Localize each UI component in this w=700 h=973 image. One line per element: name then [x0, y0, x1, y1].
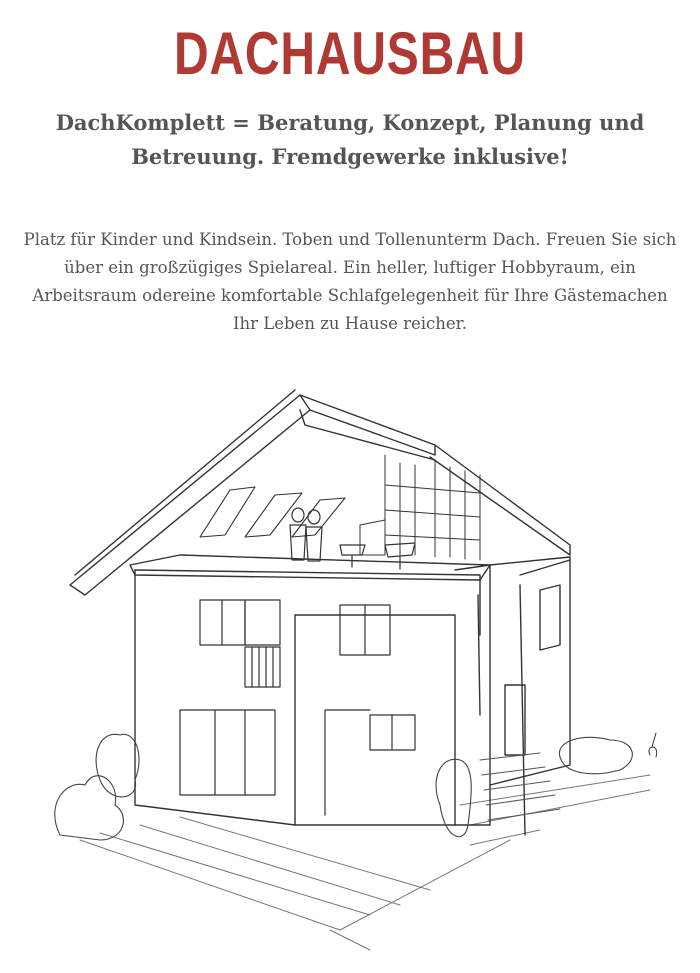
windows: [180, 600, 415, 815]
page-title: DACHAUSBAU: [174, 20, 526, 87]
terrace-lines: [80, 775, 650, 950]
house-sketch-icon: [40, 385, 670, 960]
page-subtitle: DachKomplett = Beratung, Konzept, Planung und Betreuung. Fremdgewerke inklusive!: [55, 110, 645, 169]
skylights: [200, 487, 345, 537]
attic-shelves: [360, 455, 480, 560]
side-wall: [478, 557, 570, 835]
intro-paragraph: Platz für Kinder und Kindsein. Toben und Tollenunterm Dach. Freuen Sie sich über ein großzügiges Spielareal. Ein heller, luftiger Hobbyraum, ein Arbeitsraum odereine komfortable Schlafgelegenheit für Ihre Gästemachen Ihr Leben zu Hause reicher.: [23, 230, 677, 333]
front-wall: [135, 565, 490, 825]
shrubs: [55, 734, 633, 840]
